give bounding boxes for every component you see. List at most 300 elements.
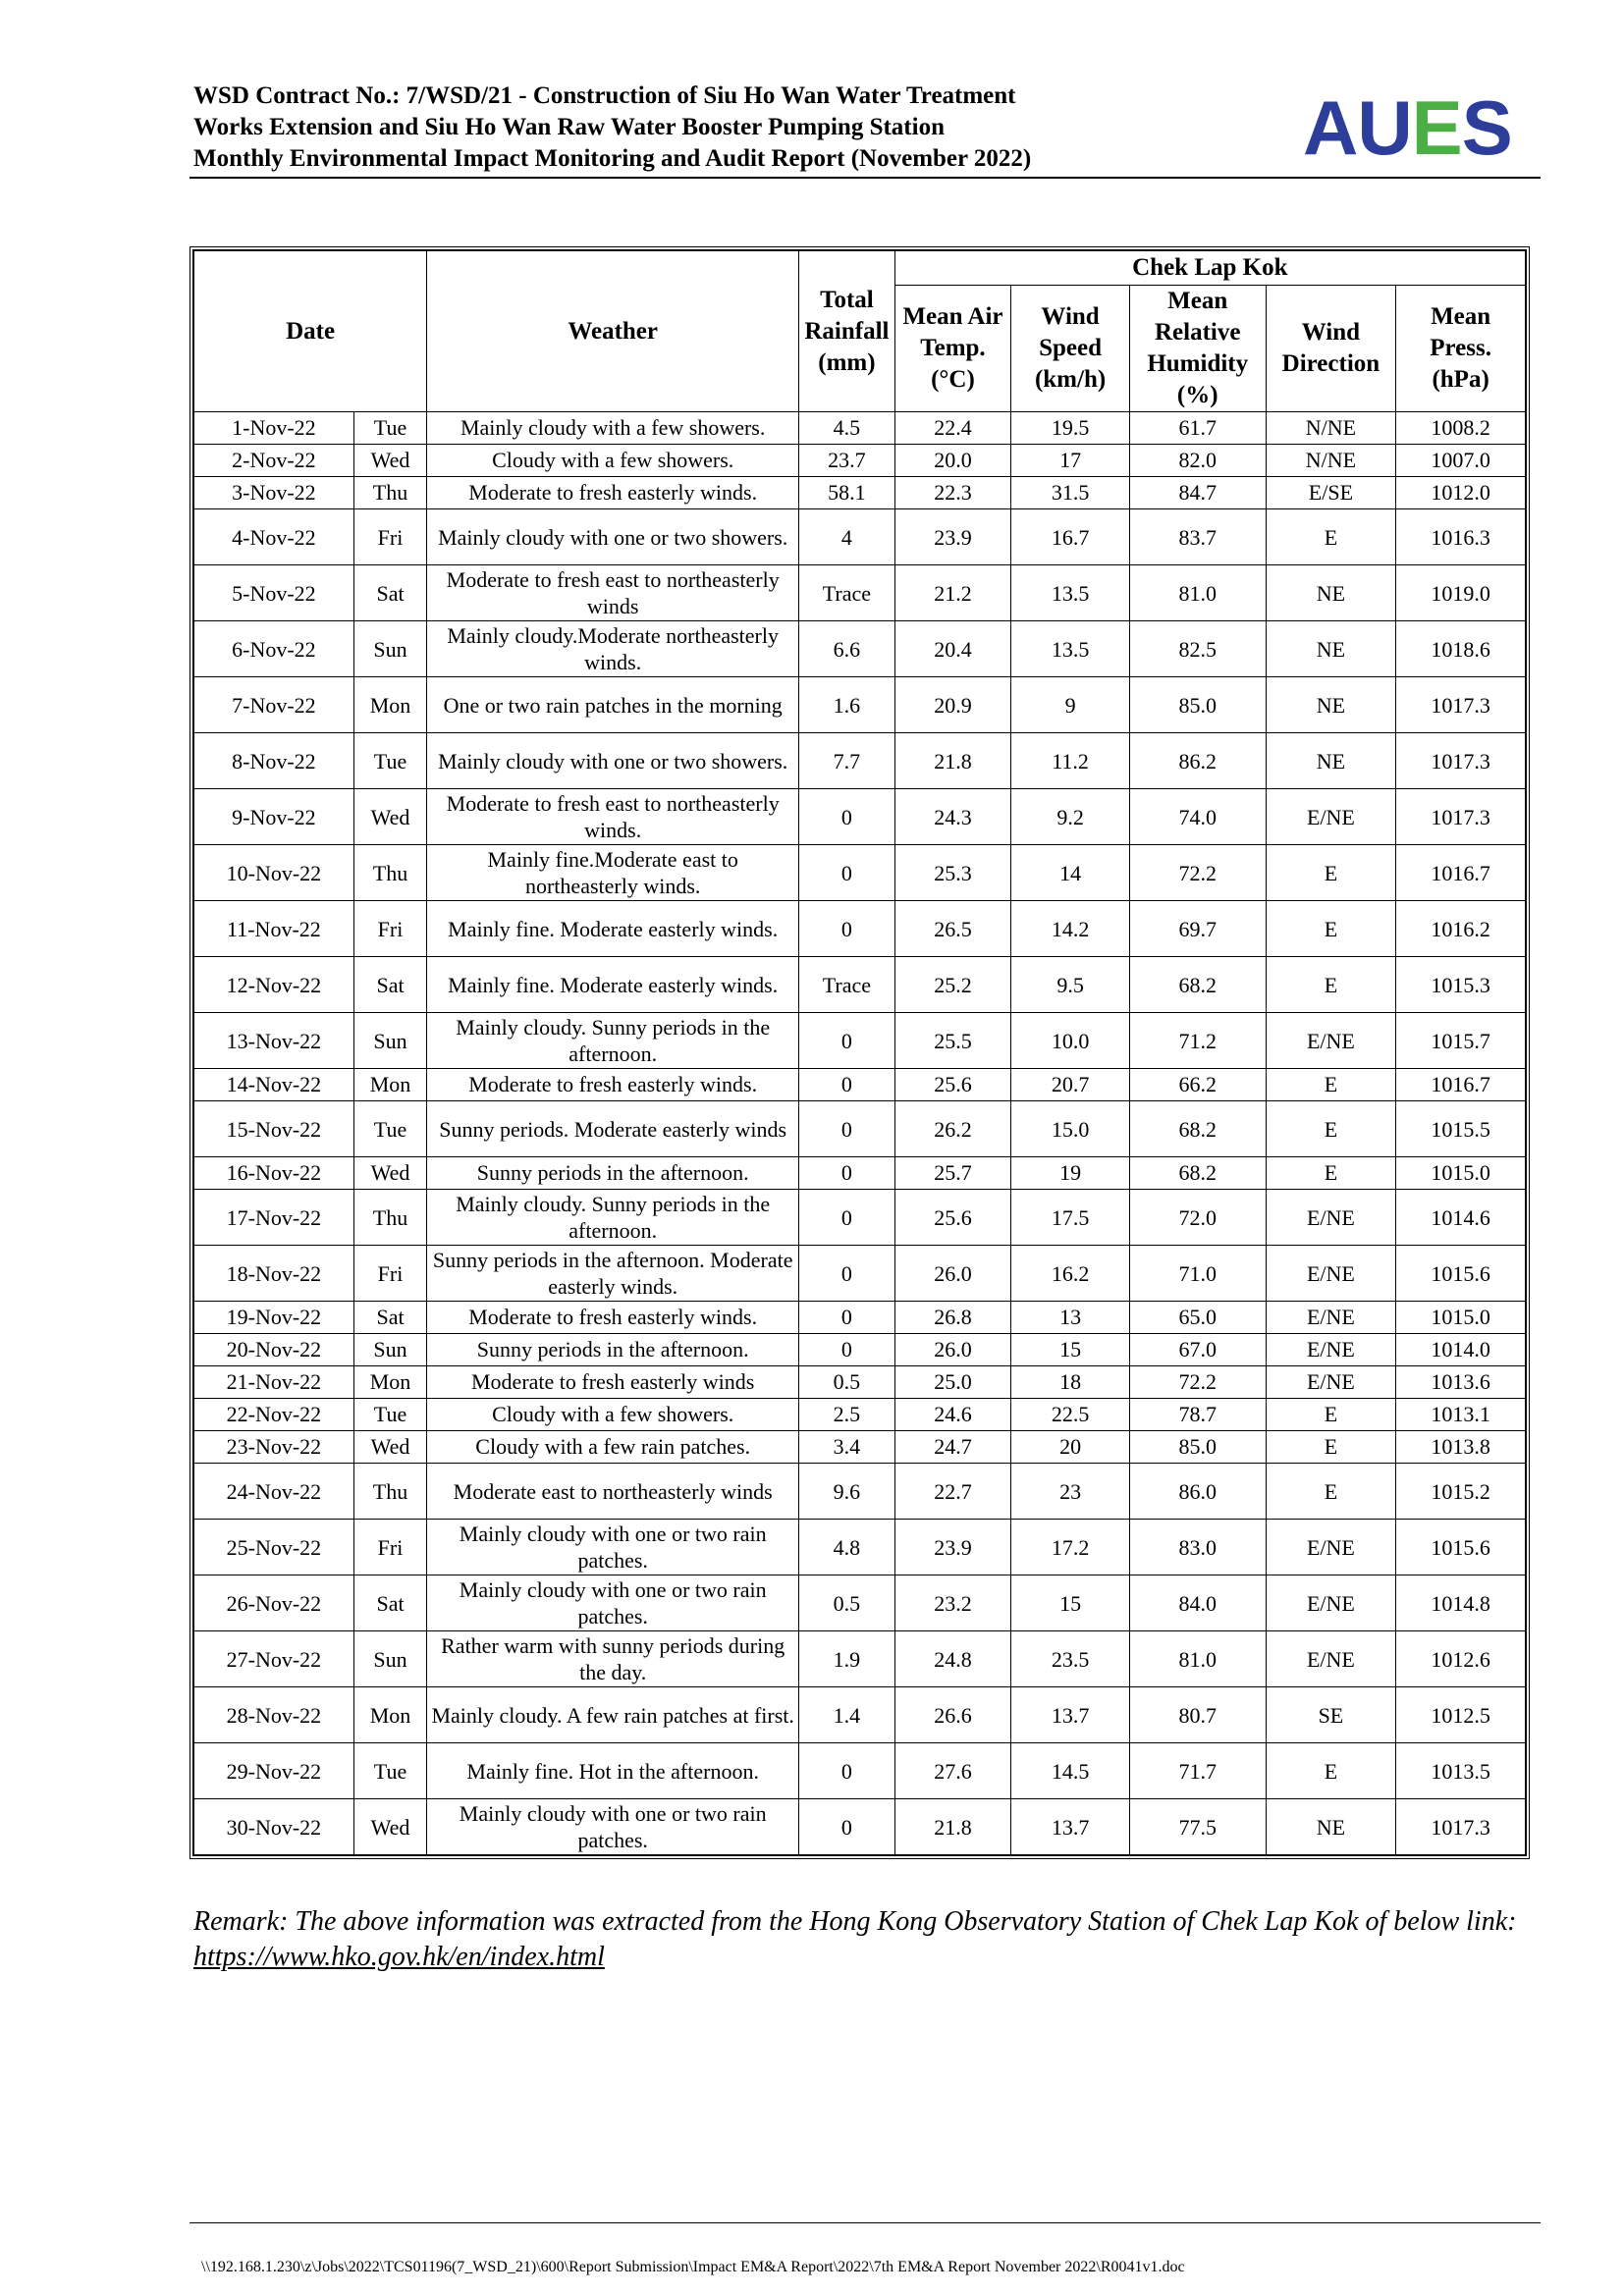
cell-humidity: 67.0 <box>1129 1334 1266 1366</box>
header-line-1: WSD Contract No.: 7/WSD/21 - Construction of Siu Ho Wan Water Treatment <box>193 82 1016 109</box>
cell-rainfall: Trace <box>799 957 895 1013</box>
cell-temp: 21.8 <box>894 1799 1011 1855</box>
cell-humidity: 81.0 <box>1129 565 1266 621</box>
cell-rainfall: 3.4 <box>799 1431 895 1464</box>
cell-wind-speed: 13.5 <box>1011 565 1130 621</box>
cell-humidity: 86.2 <box>1129 733 1266 789</box>
cell-rainfall: 0 <box>799 1302 895 1334</box>
cell-wind-direction: E/NE <box>1266 1631 1396 1687</box>
cell-temp: 26.2 <box>894 1101 1011 1157</box>
cell-wind-speed: 14.2 <box>1011 901 1130 957</box>
cell-weather: Moderate east to northeasterly winds <box>427 1464 799 1520</box>
header-humidity: Mean Relative Humidity (%) <box>1129 286 1266 412</box>
table-row <box>194 677 1526 733</box>
cell-day: Sun <box>353 1013 426 1069</box>
cell-temp: 25.6 <box>894 1069 1011 1101</box>
header-line-2: Works Extension and Siu Ho Wan Raw Water Booster Pumping Station <box>193 114 945 140</box>
cell-date: 1-Nov-22 <box>194 412 354 445</box>
cell-temp: 22.3 <box>894 477 1011 509</box>
cell-temp: 24.3 <box>894 789 1011 845</box>
cell-humidity: 80.7 <box>1129 1687 1266 1743</box>
cell-pressure: 1012.0 <box>1396 477 1526 509</box>
cell-rainfall: 23.7 <box>799 445 895 477</box>
cell-temp: 22.7 <box>894 1464 1011 1520</box>
cell-weather: Mainly cloudy with one or two showers. <box>427 733 799 789</box>
cell-wind-speed: 19.5 <box>1011 412 1130 445</box>
footer-divider <box>189 2222 1541 2223</box>
cell-wind-direction: E <box>1266 1399 1396 1431</box>
cell-temp: 26.0 <box>894 1334 1011 1366</box>
cell-day: Wed <box>353 1431 426 1464</box>
cell-temp: 23.2 <box>894 1575 1011 1631</box>
cell-temp: 24.7 <box>894 1431 1011 1464</box>
cell-rainfall: 0 <box>799 1069 895 1101</box>
cell-temp: 25.2 <box>894 957 1011 1013</box>
cell-date: 20-Nov-22 <box>194 1334 354 1366</box>
cell-humidity: 68.2 <box>1129 1101 1266 1157</box>
cell-rainfall: 0 <box>799 1799 895 1855</box>
cell-wind-speed: 15 <box>1011 1575 1130 1631</box>
cell-temp: 25.3 <box>894 845 1011 901</box>
cell-temp: 20.4 <box>894 621 1011 677</box>
cell-pressure: 1015.5 <box>1396 1101 1526 1157</box>
cell-pressure: 1015.2 <box>1396 1464 1526 1520</box>
table-row <box>194 477 1526 509</box>
cell-pressure: 1013.6 <box>1396 1366 1526 1399</box>
table-row <box>194 1190 1526 1246</box>
cell-weather: Sunny periods. Moderate easterly winds <box>427 1101 799 1157</box>
cell-pressure: 1016.7 <box>1396 845 1526 901</box>
cell-wind-direction: E <box>1266 1069 1396 1101</box>
cell-day: Mon <box>353 677 426 733</box>
cell-wind-direction: N/NE <box>1266 445 1396 477</box>
cell-date: 24-Nov-22 <box>194 1464 354 1520</box>
table-row <box>194 509 1526 565</box>
cell-pressure: 1015.0 <box>1396 1302 1526 1334</box>
cell-weather: Moderate to fresh easterly winds. <box>427 1069 799 1101</box>
cell-rainfall: 7.7 <box>799 733 895 789</box>
cell-pressure: 1016.7 <box>1396 1069 1526 1101</box>
cell-rainfall: 6.6 <box>799 621 895 677</box>
cell-date: 19-Nov-22 <box>194 1302 354 1334</box>
cell-pressure: 1014.8 <box>1396 1575 1526 1631</box>
cell-rainfall: 0 <box>799 1101 895 1157</box>
cell-rainfall: 4 <box>799 509 895 565</box>
table-row <box>194 1157 1526 1190</box>
cell-wind-direction: E/NE <box>1266 1366 1396 1399</box>
table-row <box>194 565 1526 621</box>
header-pressure: Mean Press. (hPa) <box>1396 286 1526 412</box>
cell-weather: Mainly fine. Hot in the afternoon. <box>427 1743 799 1799</box>
cell-day: Mon <box>353 1366 426 1399</box>
cell-day: Tue <box>353 1399 426 1431</box>
cell-humidity: 68.2 <box>1129 957 1266 1013</box>
footer-file-path: \\192.168.1.230\z\Jobs\2022\TCS01196(7_WSD_21)\600\Report Submission\Impact EM&A Report\2022\7th EM&A Report November 2022\R0041v1.doc <box>201 2259 1185 2275</box>
cell-pressure: 1017.3 <box>1396 789 1526 845</box>
cell-rainfall: 0 <box>799 1334 895 1366</box>
cell-rainfall: 0 <box>799 1013 895 1069</box>
cell-pressure: 1015.7 <box>1396 1013 1526 1069</box>
cell-wind-speed: 13.7 <box>1011 1799 1130 1855</box>
header-station: Chek Lap Kok <box>894 251 1525 286</box>
cell-humidity: 71.2 <box>1129 1013 1266 1069</box>
cell-rainfall: 1.4 <box>799 1687 895 1743</box>
cell-wind-speed: 10.0 <box>1011 1013 1130 1069</box>
cell-wind-direction: E <box>1266 901 1396 957</box>
cell-day: Sun <box>353 621 426 677</box>
cell-wind-speed: 31.5 <box>1011 477 1130 509</box>
cell-wind-direction: E/NE <box>1266 1246 1396 1302</box>
cell-rainfall: 4.8 <box>799 1520 895 1575</box>
cell-wind-speed: 14 <box>1011 845 1130 901</box>
cell-weather: Moderate to fresh easterly winds. <box>427 1302 799 1334</box>
header-wind-speed: Wind Speed (km/h) <box>1011 286 1130 412</box>
cell-wind-speed: 17.2 <box>1011 1520 1130 1575</box>
cell-wind-speed: 20 <box>1011 1431 1130 1464</box>
cell-rainfall: 4.5 <box>799 412 895 445</box>
cell-humidity: 72.2 <box>1129 845 1266 901</box>
cell-pressure: 1014.0 <box>1396 1334 1526 1366</box>
cell-weather: Mainly cloudy with a few showers. <box>427 412 799 445</box>
cell-pressure: 1017.3 <box>1396 733 1526 789</box>
cell-wind-direction: SE <box>1266 1687 1396 1743</box>
table-row <box>194 1687 1526 1743</box>
cell-humidity: 84.7 <box>1129 477 1266 509</box>
cell-date: 12-Nov-22 <box>194 957 354 1013</box>
table-body <box>194 412 1526 1855</box>
cell-day: Fri <box>353 1520 426 1575</box>
cell-weather: Moderate to fresh easterly winds. <box>427 477 799 509</box>
cell-humidity: 72.0 <box>1129 1190 1266 1246</box>
cell-day: Wed <box>353 1799 426 1855</box>
table-row <box>194 412 1526 445</box>
cell-temp: 25.6 <box>894 1190 1011 1246</box>
cell-pressure: 1017.3 <box>1396 677 1526 733</box>
cell-wind-speed: 16.2 <box>1011 1246 1130 1302</box>
cell-date: 22-Nov-22 <box>194 1399 354 1431</box>
cell-day: Thu <box>353 1464 426 1520</box>
cell-rainfall: 0 <box>799 1246 895 1302</box>
cell-humidity: 84.0 <box>1129 1575 1266 1631</box>
cell-day: Tue <box>353 1101 426 1157</box>
cell-day: Tue <box>353 412 426 445</box>
table-row <box>194 845 1526 901</box>
cell-humidity: 71.0 <box>1129 1246 1266 1302</box>
cell-wind-direction: E <box>1266 1157 1396 1190</box>
cell-weather: Cloudy with a few showers. <box>427 1399 799 1431</box>
cell-day: Sat <box>353 565 426 621</box>
cell-humidity: 77.5 <box>1129 1799 1266 1855</box>
table-row <box>194 1399 1526 1431</box>
cell-humidity: 65.0 <box>1129 1302 1266 1334</box>
cell-rainfall: 0.5 <box>799 1366 895 1399</box>
cell-humidity: 61.7 <box>1129 412 1266 445</box>
cell-pressure: 1015.3 <box>1396 957 1526 1013</box>
cell-date: 26-Nov-22 <box>194 1575 354 1631</box>
cell-rainfall: 9.6 <box>799 1464 895 1520</box>
cell-wind-direction: E/NE <box>1266 1334 1396 1366</box>
cell-rainfall: 0.5 <box>799 1575 895 1631</box>
cell-date: 4-Nov-22 <box>194 509 354 565</box>
cell-wind-speed: 18 <box>1011 1366 1130 1399</box>
header-line-3: Monthly Environmental Impact Monitoring and Audit Report (November 2022) <box>193 145 1032 172</box>
cell-day: Sat <box>353 1302 426 1334</box>
logo-text-s: S <box>1461 84 1512 171</box>
table-row <box>194 445 1526 477</box>
cell-date: 10-Nov-22 <box>194 845 354 901</box>
cell-temp: 25.0 <box>894 1366 1011 1399</box>
cell-day: Wed <box>353 445 426 477</box>
cell-date: 25-Nov-22 <box>194 1520 354 1575</box>
cell-pressure: 1016.3 <box>1396 509 1526 565</box>
cell-wind-direction: E/NE <box>1266 1013 1396 1069</box>
table-row <box>194 1366 1526 1399</box>
cell-temp: 27.6 <box>894 1743 1011 1799</box>
cell-rainfall: 1.9 <box>799 1631 895 1687</box>
table-row <box>194 1799 1526 1855</box>
cell-date: 11-Nov-22 <box>194 901 354 957</box>
cell-rainfall: Trace <box>799 565 895 621</box>
cell-day: Fri <box>353 1246 426 1302</box>
cell-pressure: 1012.6 <box>1396 1631 1526 1687</box>
cell-temp: 24.6 <box>894 1399 1011 1431</box>
table-row <box>194 1431 1526 1464</box>
cell-rainfall: 2.5 <box>799 1399 895 1431</box>
table-row <box>194 1101 1526 1157</box>
cell-pressure: 1007.0 <box>1396 445 1526 477</box>
cell-date: 16-Nov-22 <box>194 1157 354 1190</box>
cell-day: Sun <box>353 1334 426 1366</box>
cell-pressure: 1015.6 <box>1396 1520 1526 1575</box>
cell-wind-speed: 17 <box>1011 445 1130 477</box>
cell-day: Tue <box>353 1743 426 1799</box>
cell-weather: Mainly cloudy. Sunny periods in the afternoon. <box>427 1013 799 1069</box>
cell-wind-speed: 9.5 <box>1011 957 1130 1013</box>
table-row <box>194 957 1526 1013</box>
header-weather: Weather <box>427 251 799 412</box>
cell-humidity: 66.2 <box>1129 1069 1266 1101</box>
remark-text: Remark: The above information was extracted from the Hong Kong Observatory Station of Chek Lap Kok of below link: <box>193 1906 1517 1937</box>
cell-wind-direction: E <box>1266 1101 1396 1157</box>
cell-temp: 23.9 <box>894 1520 1011 1575</box>
cell-date: 15-Nov-22 <box>194 1101 354 1157</box>
cell-pressure: 1019.0 <box>1396 565 1526 621</box>
cell-humidity: 86.0 <box>1129 1464 1266 1520</box>
cell-rainfall: 0 <box>799 845 895 901</box>
cell-humidity: 85.0 <box>1129 677 1266 733</box>
cell-wind-direction: E <box>1266 957 1396 1013</box>
cell-date: 7-Nov-22 <box>194 677 354 733</box>
table-row <box>194 1302 1526 1334</box>
cell-pressure: 1018.6 <box>1396 621 1526 677</box>
cell-pressure: 1013.5 <box>1396 1743 1526 1799</box>
cell-wind-direction: NE <box>1266 1799 1396 1855</box>
cell-humidity: 68.2 <box>1129 1157 1266 1190</box>
cell-weather: Mainly fine. Moderate easterly winds. <box>427 957 799 1013</box>
cell-wind-speed: 23.5 <box>1011 1631 1130 1687</box>
cell-weather: Sunny periods in the afternoon. <box>427 1157 799 1190</box>
cell-wind-direction: NE <box>1266 565 1396 621</box>
logo-text-au: AU <box>1303 84 1412 171</box>
cell-humidity: 72.2 <box>1129 1366 1266 1399</box>
cell-temp: 25.5 <box>894 1013 1011 1069</box>
cell-rainfall: 1.6 <box>799 677 895 733</box>
header-date: Date <box>194 251 427 412</box>
cell-weather: Mainly cloudy with one or two showers. <box>427 509 799 565</box>
cell-temp: 23.9 <box>894 509 1011 565</box>
cell-date: 14-Nov-22 <box>194 1069 354 1101</box>
cell-day: Wed <box>353 1157 426 1190</box>
cell-pressure: 1015.0 <box>1396 1157 1526 1190</box>
cell-humidity: 78.7 <box>1129 1399 1266 1431</box>
cell-humidity: 74.0 <box>1129 789 1266 845</box>
weather-table-frame <box>189 246 1530 1859</box>
cell-date: 6-Nov-22 <box>194 621 354 677</box>
cell-day: Mon <box>353 1069 426 1101</box>
remark <box>193 1904 1548 1975</box>
table-row <box>194 789 1526 845</box>
cell-date: 23-Nov-22 <box>194 1431 354 1464</box>
cell-day: Sun <box>353 1631 426 1687</box>
cell-temp: 26.6 <box>894 1687 1011 1743</box>
header-rainfall: Total Rainfall (mm) <box>799 251 895 412</box>
cell-humidity: 82.0 <box>1129 445 1266 477</box>
cell-day: Thu <box>353 477 426 509</box>
cell-humidity: 85.0 <box>1129 1431 1266 1464</box>
cell-wind-direction: NE <box>1266 621 1396 677</box>
cell-wind-speed: 15 <box>1011 1334 1130 1366</box>
cell-pressure: 1014.6 <box>1396 1190 1526 1246</box>
cell-wind-direction: N/NE <box>1266 412 1396 445</box>
cell-weather: Cloudy with a few showers. <box>427 445 799 477</box>
cell-temp: 25.7 <box>894 1157 1011 1190</box>
table-row <box>194 1464 1526 1520</box>
cell-humidity: 83.7 <box>1129 509 1266 565</box>
cell-wind-direction: NE <box>1266 677 1396 733</box>
cell-weather: Mainly cloudy. A few rain patches at first. <box>427 1687 799 1743</box>
cell-wind-speed: 22.5 <box>1011 1399 1130 1431</box>
cell-wind-direction: NE <box>1266 733 1396 789</box>
header-temp: Mean Air Temp. (°C) <box>894 286 1011 412</box>
cell-day: Sat <box>353 1575 426 1631</box>
table-row <box>194 1631 1526 1687</box>
cell-weather: Rather warm with sunny periods during the day. <box>427 1631 799 1687</box>
cell-wind-speed: 14.5 <box>1011 1743 1130 1799</box>
cell-temp: 22.4 <box>894 412 1011 445</box>
cell-wind-direction: E <box>1266 1743 1396 1799</box>
cell-rainfall: 0 <box>799 1190 895 1246</box>
cell-date: 8-Nov-22 <box>194 733 354 789</box>
cell-wind-speed: 20.7 <box>1011 1069 1130 1101</box>
cell-day: Sat <box>353 957 426 1013</box>
cell-date: 17-Nov-22 <box>194 1190 354 1246</box>
cell-wind-speed: 13.7 <box>1011 1687 1130 1743</box>
cell-wind-direction: E <box>1266 1431 1396 1464</box>
cell-weather: Moderate to fresh east to northeasterly winds <box>427 565 799 621</box>
cell-wind-speed: 17.5 <box>1011 1190 1130 1246</box>
cell-pressure: 1013.8 <box>1396 1431 1526 1464</box>
cell-pressure: 1012.5 <box>1396 1687 1526 1743</box>
cell-pressure: 1015.6 <box>1396 1246 1526 1302</box>
cell-wind-direction: E/SE <box>1266 477 1396 509</box>
cell-wind-speed: 11.2 <box>1011 733 1130 789</box>
aues-logo <box>1303 84 1512 171</box>
cell-humidity: 82.5 <box>1129 621 1266 677</box>
cell-wind-direction: E <box>1266 509 1396 565</box>
cell-day: Mon <box>353 1687 426 1743</box>
cell-date: 3-Nov-22 <box>194 477 354 509</box>
cell-wind-direction: E/NE <box>1266 1520 1396 1575</box>
cell-pressure: 1017.3 <box>1396 1799 1526 1855</box>
cell-temp: 26.8 <box>894 1302 1011 1334</box>
cell-day: Fri <box>353 901 426 957</box>
cell-wind-speed: 13 <box>1011 1302 1130 1334</box>
cell-date: 5-Nov-22 <box>194 565 354 621</box>
cell-weather: Sunny periods in the afternoon. Moderate easterly winds. <box>427 1246 799 1302</box>
cell-weather: Mainly cloudy. Sunny periods in the afternoon. <box>427 1190 799 1246</box>
table-row <box>194 733 1526 789</box>
cell-date: 21-Nov-22 <box>194 1366 354 1399</box>
cell-wind-speed: 23 <box>1011 1464 1130 1520</box>
remark-link[interactable]: https://www.hko.gov.hk/en/index.html <box>193 1942 605 1972</box>
header-wind-direction: Wind Direction <box>1266 286 1396 412</box>
table-row <box>194 1246 1526 1302</box>
cell-wind-speed: 9 <box>1011 677 1130 733</box>
cell-wind-speed: 13.5 <box>1011 621 1130 677</box>
cell-temp: 26.5 <box>894 901 1011 957</box>
table-row <box>194 1520 1526 1575</box>
cell-weather: Mainly cloudy with one or two rain patches. <box>427 1520 799 1575</box>
cell-weather: One or two rain patches in the morning <box>427 677 799 733</box>
cell-date: 9-Nov-22 <box>194 789 354 845</box>
cell-temp: 21.2 <box>894 565 1011 621</box>
cell-rainfall: 58.1 <box>799 477 895 509</box>
header-divider <box>189 177 1541 179</box>
cell-weather: Sunny periods in the afternoon. <box>427 1334 799 1366</box>
cell-date: 13-Nov-22 <box>194 1013 354 1069</box>
cell-rainfall: 0 <box>799 1743 895 1799</box>
cell-weather: Mainly cloudy.Moderate northeasterly winds. <box>427 621 799 677</box>
cell-pressure: 1013.1 <box>1396 1399 1526 1431</box>
cell-rainfall: 0 <box>799 789 895 845</box>
cell-weather: Mainly fine. Moderate easterly winds. <box>427 901 799 957</box>
cell-weather: Moderate to fresh east to northeasterly winds. <box>427 789 799 845</box>
cell-humidity: 81.0 <box>1129 1631 1266 1687</box>
cell-day: Wed <box>353 789 426 845</box>
cell-day: Fri <box>353 509 426 565</box>
cell-date: 2-Nov-22 <box>194 445 354 477</box>
cell-day: Thu <box>353 845 426 901</box>
cell-wind-direction: E <box>1266 845 1396 901</box>
cell-date: 27-Nov-22 <box>194 1631 354 1687</box>
cell-temp: 21.8 <box>894 733 1011 789</box>
cell-wind-direction: E/NE <box>1266 1575 1396 1631</box>
cell-day: Thu <box>353 1190 426 1246</box>
cell-weather: Mainly cloudy with one or two rain patches. <box>427 1799 799 1855</box>
cell-day: Tue <box>353 733 426 789</box>
cell-temp: 24.8 <box>894 1631 1011 1687</box>
cell-rainfall: 0 <box>799 901 895 957</box>
logo-text-e: E <box>1411 84 1462 171</box>
cell-pressure: 1008.2 <box>1396 412 1526 445</box>
cell-wind-direction: E/NE <box>1266 789 1396 845</box>
cell-weather: Cloudy with a few rain patches. <box>427 1431 799 1464</box>
cell-humidity: 69.7 <box>1129 901 1266 957</box>
cell-weather: Mainly cloudy with one or two rain patches. <box>427 1575 799 1631</box>
cell-date: 18-Nov-22 <box>194 1246 354 1302</box>
cell-temp: 20.0 <box>894 445 1011 477</box>
cell-temp: 26.0 <box>894 1246 1011 1302</box>
